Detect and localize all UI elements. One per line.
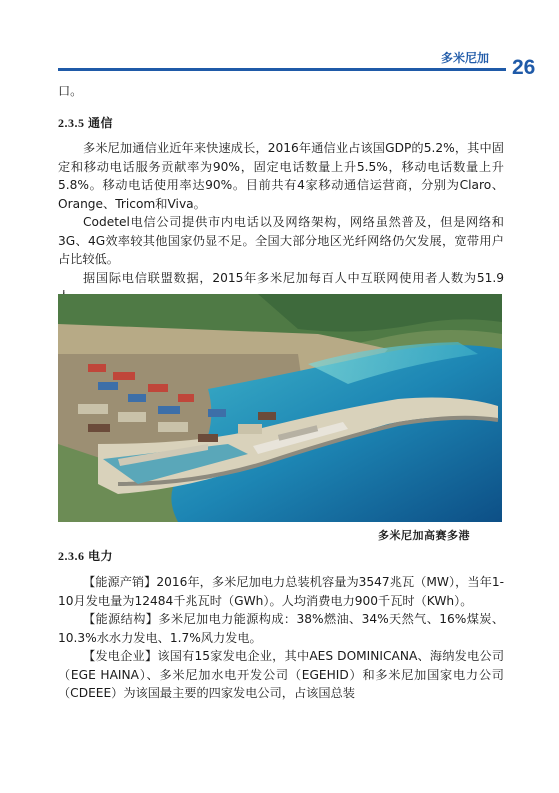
paragraph-tag: 【发电企业】: [83, 649, 158, 663]
figure-caption: 多米尼加高赛多港: [378, 529, 470, 542]
power-body: [58, 573, 504, 703]
telecom-paragraph: 据国际电信联盟数据，2015年多米尼加每百人中互联网使用者人数为51.9: [83, 270, 504, 285]
paragraph-tag: 【能源结构】: [83, 612, 159, 626]
page-number: 26: [512, 56, 536, 79]
header-title: 多米尼加: [441, 51, 490, 65]
section-heading-telecom: 2.3.5 通信: [58, 116, 114, 130]
telecom-paragraph: Codetel电信公司提供市内电话以及网络架构，网络虽然普及，但是网络和3G、4G效率较其他国家仍显不足。全国大部分地区光纤网络仍欠发展，宽带用户占比较低。: [58, 215, 504, 266]
section-heading-power: 2.3.6 电力: [58, 549, 114, 563]
paragraph-text: 该国有15家发电企业，其中AES DOMINICANA、海纳发电公司（EGE HAINA）、多米尼加水电开发公司（EGEHID）和多米尼加国家电力公司（CDEEE）为该国最主要的四家发电公司，占该国总装: [58, 649, 505, 700]
power-paragraph: [58, 610, 504, 647]
paragraph-text: 多米尼加电力能源构成：38%燃油、34%天然气、16%煤炭、10.3%水水力发电、1.7%风力发电。: [58, 612, 505, 645]
telecom-body: [58, 139, 504, 306]
power-paragraph: [58, 647, 504, 703]
continuation-text: 口。: [58, 84, 83, 98]
paragraph-text: 2016年，多米尼加电力总装机容量为3547兆瓦（MW），当年1-10月发电量为12484千兆瓦时（GWh）。人均消费电力900千瓦时（KWh）。: [58, 575, 505, 608]
port-photo: [58, 294, 502, 522]
port-aerial-illustration: [58, 294, 502, 522]
power-paragraph: [58, 573, 504, 610]
telecom-paragraph: 多米尼加通信业近年来快速成长，2016年通信业占该国GDP的5.2%，其中固定和移动电话服务贡献率为90%，固定电话数量上升5.5%，移动电话数量上升5.8%。移动电话使用率达90%。目前共有4家移动通信运营商，分别为Claro、Orange、Tricom和Viva。: [58, 141, 504, 211]
header-rule: [58, 68, 506, 71]
paragraph-tag: 【能源产销】: [83, 575, 157, 589]
